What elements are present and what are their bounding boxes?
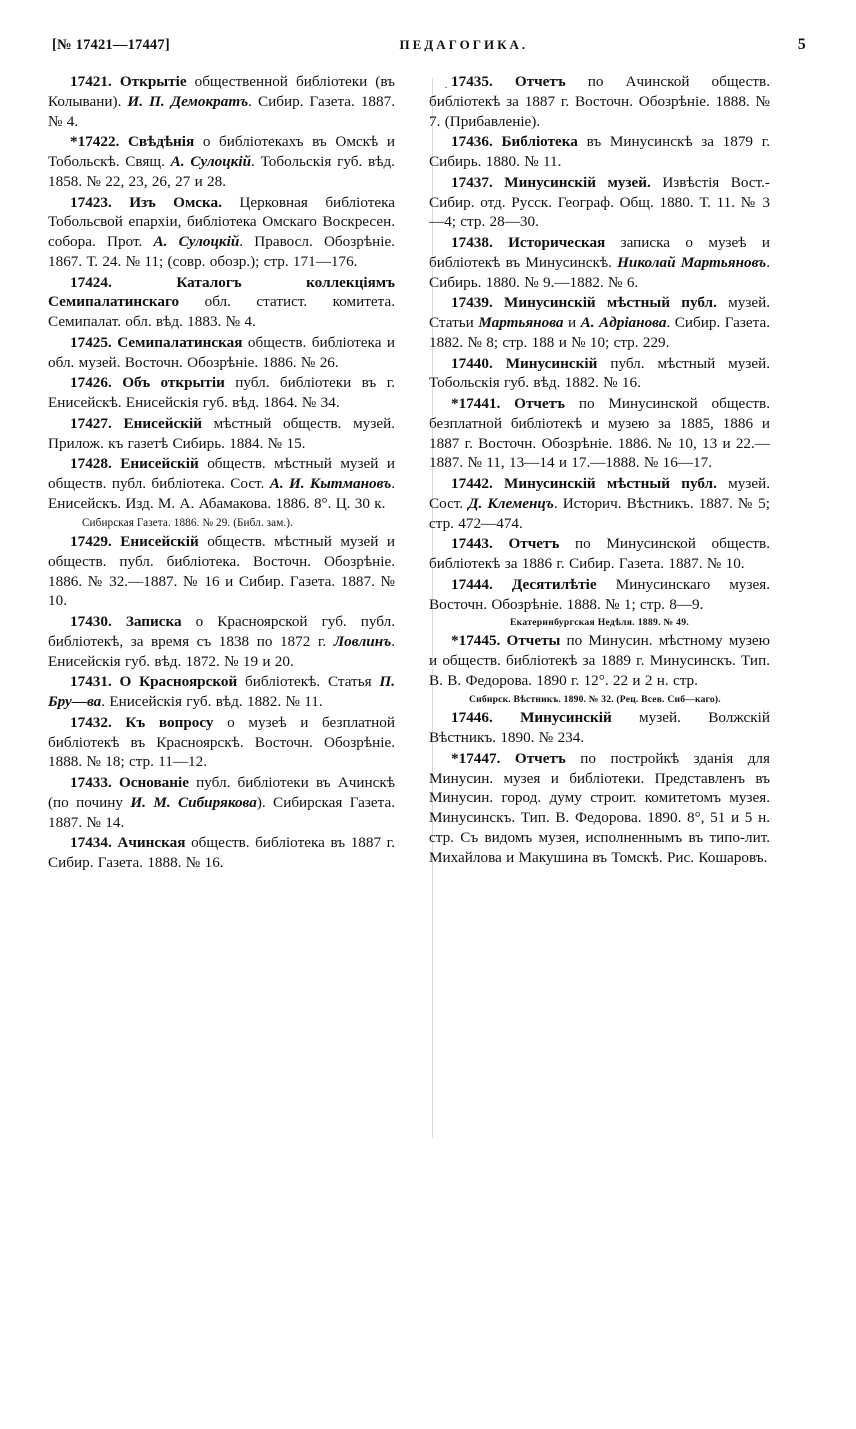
entry-author: А. Сулоцкій [170, 153, 252, 170]
entry-text: Церковная библіотека Тобольсвой епархіи, библіотека Омскаго Воскресен. собора. Прот. [48, 193, 395, 250]
entry-text: ). Сибирская Газета. 1887. № 14. [48, 793, 395, 831]
entry-text: публ. мѣстный музей. Тобольскія губ. вѣд. 1882. № 16. [429, 354, 770, 392]
bibliography-entry [48, 414, 395, 454]
entry-text: . Сибир. Газета. 1887. № 4. [48, 92, 396, 130]
bibliography-entry [48, 193, 395, 272]
entry-text: по Минусин. мѣстному музею и обществ. библіотекѣ за 1889 г. Минусинскъ. Тип. В. В. Федорова. 1890 г. 12°. 22 и 2 н. стр. [429, 632, 770, 689]
entry-keyword: Записка [125, 613, 182, 631]
entry-text: публ. библіотеки въ г. Енисейскѣ. Енисейскія губ. вѣд. 1864. № 34. [48, 374, 396, 411]
entry-number: 17431. [70, 673, 112, 691]
entry-text: . Енисейскъ. Изд. М. А. Абамакова. 1886. 8°. Ц. 30 к. [48, 475, 395, 512]
entry-note: Екатеринбургская Недѣля. 1889. № 49. [509, 617, 690, 629]
entry-number: 17421. [70, 73, 112, 90]
page-header [48, 36, 808, 54]
bibliography-entry [429, 72, 770, 131]
entry-author: А. Адріанова [580, 314, 667, 331]
bibliography-entry [48, 373, 395, 413]
bibliography-entry [48, 132, 395, 191]
entry-text: по Ачинской обществ. библіотекѣ за 1887 г. Восточн. Обозрѣніе. 1888. № 7. (Прибавленіе). [429, 73, 770, 130]
entry-text: о библіотекахъ въ Омскѣ и Тобольскѣ. Свящ. [48, 133, 396, 170]
entry-number: *17422. [70, 133, 120, 151]
entry-text: . Тобольскія губ. вѣд. 1858. № 22, 23, 26, 27 и 28. [48, 153, 395, 190]
entry-text: о Красноярской губ. публ. библіотекѣ, за время съ 1838 по 1872 г. [48, 613, 396, 650]
entry-text: обществ. мѣстный музей и обществ. публ. библіотека. Сост. [48, 455, 395, 492]
entry-number: 17433. [70, 774, 112, 792]
entry-number: 17439. [451, 294, 493, 312]
entry-keyword: Семипалатинская [117, 333, 243, 351]
entry-keyword: Къ вопросу [125, 713, 214, 731]
entry-number: 17425. [70, 333, 112, 351]
entry-text: музей. Сост. [429, 475, 770, 512]
entry-text: о музеѣ и безплатной библіотекѣ въ Красноярскѣ. Восточн. Обозрѣніе. 1888. № 18; стр. 11—12. [48, 713, 395, 771]
entry-number: *17447. [451, 749, 501, 767]
entry-keyword: Минусинскій мѣстный публ. [504, 294, 717, 312]
bibliography-entry [48, 612, 395, 671]
entry-keyword: Минусинскій [520, 709, 612, 727]
entry-keyword: Объ открытіи [122, 374, 225, 392]
entry-keyword: Свѣдѣнія [127, 133, 195, 151]
entry-number: 17437. [451, 173, 493, 191]
entry-keyword: Ачинская [117, 834, 186, 852]
bibliography-entry [48, 833, 395, 873]
entry-keyword: Отчетъ [514, 395, 566, 412]
entry-text: . Енисейскія губ. вѣд. 1872. № 19 и 20. [48, 632, 395, 670]
bibliography-entry [429, 575, 770, 615]
page-number: 5 [797, 36, 806, 53]
entry-keyword: Минусинскій музей. [504, 173, 651, 191]
bibliography-entry [429, 631, 770, 690]
entry-note: Сибирск. Вѣстникъ. 1890. № 32. (Рец. Всев. Сиб—каго). [469, 693, 721, 705]
header-section-title: ПЕДАГОГИКА. [399, 37, 529, 52]
entry-text: . Историч. Вѣстникъ. 1887. № 5; стр. 472—474. [429, 494, 770, 532]
left-column [48, 72, 409, 874]
entry-text: по постройкѣ зданія для Минусин. музея и библіотеки. Представленъ въ Минусин. город. думу строит. комитетомъ музея. Минусинскъ. Тип. В. Федорова. 1890. 8°, 51 и 5 н. стр. Съ видомъ музея, исполненнымъ въ типо-лит. Михайлова и Макушина въ Томскѣ. Рис. Кошаровъ. [429, 749, 770, 866]
ink-speck: · [444, 80, 448, 94]
bibliography-entry [429, 233, 770, 292]
header-entry-range: [№ 17421—17447] [52, 37, 170, 53]
entry-number: 17438. [451, 234, 493, 251]
bibliography-entry [48, 273, 395, 332]
entry-text: Извѣстія Вост.-Сибир. отд. Русск. Географ. Общ. 1880. Т. 11. № 3—4; стр. 28—30. [429, 173, 770, 231]
entry-keyword: Изъ Омска. [129, 193, 222, 211]
bibliography-entry [429, 749, 770, 868]
entry-number: 17427. [70, 414, 112, 432]
entry-author: И. П. Демократъ [127, 92, 249, 110]
bibliography-entry [48, 333, 395, 373]
entry-keyword: Каталогъ коллекціямъ Семипалатинскаго [48, 273, 395, 311]
two-column-body [48, 72, 808, 874]
entry-number: 17430. [70, 613, 112, 631]
entry-number: 17436. [451, 133, 493, 151]
entry-number: 17432. [70, 713, 112, 731]
entry-text: обществ. мѣстный музей и обществ. публ. библіотека. Восточн. Обозрѣніе. 1886. № 32.—1887. № 16 и Сибир. Газета. 1887. № 10. [48, 533, 395, 610]
bibliography-entry [48, 454, 395, 513]
entry-number: 17442. [451, 475, 493, 492]
bibliography-entry [429, 354, 770, 394]
entry-text: и [563, 314, 581, 331]
bibliography-entry [429, 534, 770, 574]
entry-text: Минусинскаго музея. Восточн. Обозрѣніе. 1888. № 1; стр. 8—9. [429, 575, 770, 613]
entry-keyword: Отчетъ [514, 73, 566, 90]
bibliography-entry [48, 773, 395, 832]
entry-keyword: Минусинскій [505, 354, 598, 372]
entry-number: *17445. [451, 632, 501, 650]
entry-keyword: Десятилѣтіе [511, 575, 597, 593]
entry-text: музей. Статьи [429, 294, 770, 331]
entry-text: по Минусинской обществ. библіотекѣ за 1886 г. Сибир. Газета. 1887. № 10. [429, 535, 771, 572]
bibliography-entry [429, 173, 770, 232]
entry-text: обществ. библіотека въ 1887 г. Сибир. Газета. 1888. № 16. [48, 834, 395, 872]
entry-text: . Сибирь. 1880. № 9.—1882. № 6. [429, 253, 770, 291]
right-column [409, 72, 770, 868]
bibliography-entry [48, 672, 395, 712]
entry-keyword: Енисейскій [120, 533, 199, 551]
entry-author: П. Бру—ва [48, 673, 395, 711]
entry-text: по Минусинской обществ. безплатной библіотекѣ и музею за 1885, 1886 и 1887 г. Восточн. Обозрѣніе. 1886. № 10, 13 и 22.—1887. № 11, 13—14 и 17.—1888. № 16—17. [429, 395, 771, 472]
entry-author: Д. Клеменцъ [468, 494, 554, 512]
entry-keyword: Основаніе [118, 774, 189, 792]
entry-number: 17446. [451, 709, 493, 727]
entry-author: И. М. Сибирякова [130, 793, 257, 811]
entry-author: Николай Мартьяновъ [617, 253, 767, 271]
entry-author: Ловлинъ [333, 632, 392, 650]
entry-number: 17440. [451, 354, 493, 372]
entry-number: 17428. [70, 455, 112, 473]
entry-text: библіотекѣ. Статья [237, 673, 380, 691]
entry-text: . Правосл. Обозрѣніе. 1867. Т. 24. № 11; (совр. обозр.); стр. 171—176. [48, 233, 395, 270]
entry-number: 17444. [451, 575, 493, 593]
bibliography-entry [429, 132, 770, 172]
entry-text: . Сибир. Газета. 1882. № 8; стр. 188 и № 10; стр. 229. [429, 314, 770, 351]
entry-text: музей. Волжскій Вѣстникъ. 1890. № 234. [429, 709, 770, 747]
entry-author: А. Сулоцкій [153, 233, 240, 250]
entry-number: 17434. [70, 834, 112, 852]
entry-number: 17435. [451, 73, 493, 90]
bibliography-entry [429, 293, 770, 352]
entry-text: обл. статист. комитета. Семипалат. обл. вѣд. 1883. № 4. [48, 293, 395, 330]
entry-text: . Енисейскія губ. вѣд. 1882. № 11. [101, 693, 323, 711]
entry-keyword: Минусинскій мѣстный публ. [504, 475, 717, 492]
entry-number: *17441. [451, 395, 501, 412]
entry-keyword: Отчетъ [514, 749, 566, 767]
entry-text: мѣстный обществ. музей. Прилож. къ газетѣ Сибирь. 1884. № 15. [48, 414, 396, 452]
entry-text: записка о музеѣ и библіотекѣ въ Минусинскѣ. [429, 234, 770, 271]
entry-author: Мартьянова [478, 314, 564, 331]
bibliography-entry [429, 394, 770, 473]
entry-text: общественной библіотеки (въ Колывани). [48, 73, 395, 110]
entry-keyword: Енисейскій [123, 414, 202, 432]
entry-number: 17424. [70, 273, 112, 291]
entry-keyword: Енисейскій [120, 455, 199, 473]
entry-text: обществ. библіотека и обл. музей. Восточн. Обозрѣніе. 1886. № 26. [48, 333, 395, 371]
entry-keyword: Историческая [508, 234, 606, 251]
entry-number: 17426. [70, 374, 112, 392]
bibliography-entry [48, 713, 395, 772]
bibliography-entry [429, 708, 770, 748]
bibliography-entry [429, 474, 770, 533]
entry-note: Сибирская Газета. 1886. № 29. (Библ. зам.). [82, 516, 294, 529]
entry-text: публ. библіотеки въ Ачинскѣ (по почину [48, 774, 396, 811]
entry-keyword: Отчеты [506, 632, 561, 650]
bibliography-entry [48, 72, 395, 131]
entry-number: 17423. [70, 193, 112, 211]
entry-author: А. И. Кытмановъ [269, 475, 392, 492]
entry-number: 17443. [451, 535, 493, 553]
entry-keyword: Библіотека [501, 133, 578, 151]
entry-keyword: Отчетъ [508, 535, 560, 553]
entry-text: въ Минусинскѣ за 1879 г. Сибирь. 1880. № 11. [429, 133, 771, 170]
entry-keyword: Открытіе [119, 73, 187, 90]
entry-keyword: О Красноярской [119, 673, 238, 691]
entry-number: 17429. [70, 533, 112, 551]
bibliography-entry [48, 532, 395, 611]
